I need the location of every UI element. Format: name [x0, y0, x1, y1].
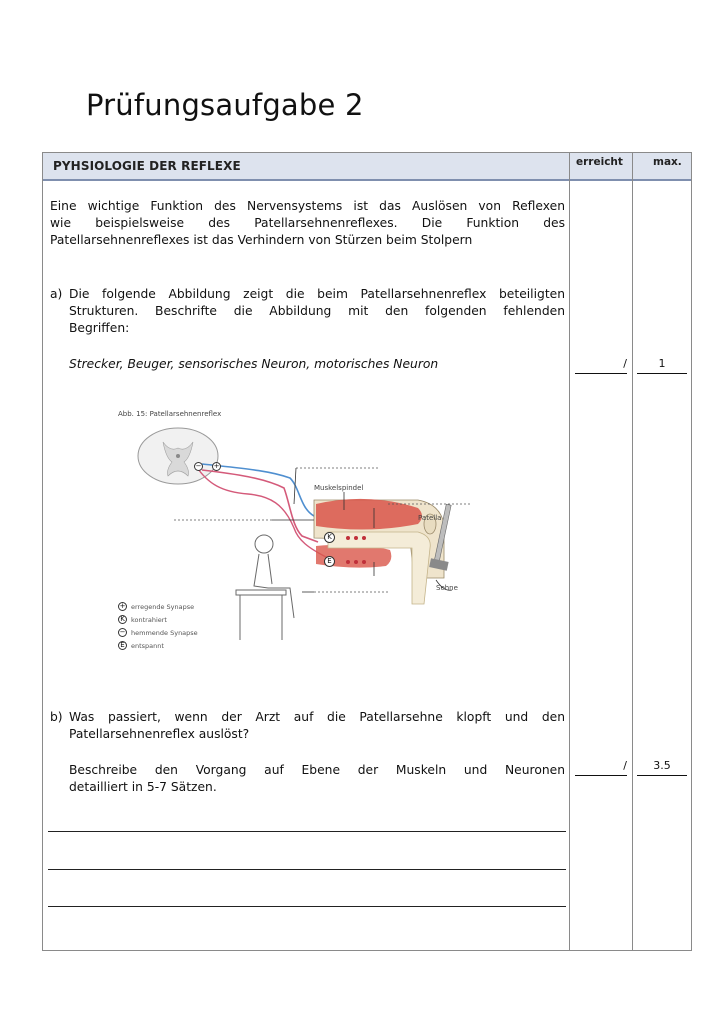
legend-text: erregende Synapse: [131, 602, 195, 611]
answer-line[interactable]: [48, 869, 566, 870]
task-b-line: Patellarsehnenreflex auslöst?: [69, 727, 250, 741]
answer-line[interactable]: [48, 831, 566, 832]
label-patella: Patella: [418, 514, 442, 522]
task-b-score-reached: /: [623, 759, 627, 772]
patellar-reflex-figure: [118, 408, 470, 660]
figure-legend: [118, 600, 198, 652]
task-a-score-reached: /: [623, 357, 627, 370]
task-a-terms: Strecker, Beuger, sensorisches Neuron, motorisches Neuron: [69, 357, 439, 371]
marker-k-icon: K: [324, 532, 335, 543]
legend-item: [118, 613, 198, 626]
task-b-max-rule: [637, 775, 687, 776]
column-erreicht: erreicht: [576, 156, 623, 168]
task-a-max-rule: [637, 373, 687, 374]
marker-plus-icon: +: [213, 462, 220, 470]
section-title: PYHSIOLOGIE DER REFLEXE: [53, 159, 241, 173]
label-sehne: Sehne: [436, 584, 458, 592]
task-a-line: Die folgende Abbildung zeigt die beim Patellarsehnenreflex beteiligten: [69, 287, 565, 301]
task-b-score-max: 3.5: [653, 759, 671, 772]
column-max: max.: [653, 156, 682, 168]
figure-caption: Abb. 15: Patellarsehnenreflex: [118, 410, 222, 418]
task-b-score-field[interactable]: [575, 775, 627, 776]
marker-minus-icon: −: [195, 462, 202, 470]
task-b-line: Was passiert, wenn der Arzt auf die Patellarsehne klopft und den: [69, 710, 565, 724]
legend-symbol-icon: K: [118, 615, 127, 624]
marker-e-icon: E: [324, 556, 335, 567]
legend-symbol-icon: E: [118, 641, 127, 650]
task-a-marker: a): [50, 287, 63, 301]
legend-item: [118, 639, 198, 652]
legend-text: entspannt: [131, 641, 164, 650]
label-muskelspindel: Muskelspindel: [314, 484, 364, 492]
task-a-score-max: 1: [658, 357, 666, 370]
task-b-marker: b): [50, 710, 63, 724]
intro-line: Eine wichtige Funktion des Nervensystems ist das Auslösen von Reflexen: [50, 199, 565, 213]
task-b-line: Beschreibe den Vorgang auf Ebene der Muskeln und Neuronen: [69, 763, 565, 777]
table-header: [43, 153, 691, 181]
task-b-line: detailliert in 5-7 Sätzen.: [69, 780, 217, 794]
legend-text: hemmende Synapse: [131, 628, 198, 637]
legend-symbol-icon: +: [119, 602, 126, 610]
task-a-score-field[interactable]: [575, 373, 627, 374]
answer-line[interactable]: [48, 906, 566, 907]
intro-line: wie beispielsweise des Patellarsehnenreflexes. Die Funktion des: [50, 216, 565, 230]
legend-item: [118, 600, 198, 613]
legend-text: kontrahiert: [131, 615, 167, 624]
column-divider: [569, 153, 570, 950]
task-a-line: Strukturen. Beschrifte die Abbildung mit den folgenden fehlenden: [69, 304, 565, 318]
legend-item: [118, 626, 198, 639]
page-title: Prüfungsaufgabe 2: [86, 88, 364, 122]
legend-symbol-icon: −: [119, 628, 126, 636]
column-divider: [632, 153, 633, 950]
task-a-line: Begriffen:: [69, 321, 130, 335]
intro-line: Patellarsehnenreflexes ist das Verhindern von Stürzen beim Stolpern: [50, 233, 473, 247]
